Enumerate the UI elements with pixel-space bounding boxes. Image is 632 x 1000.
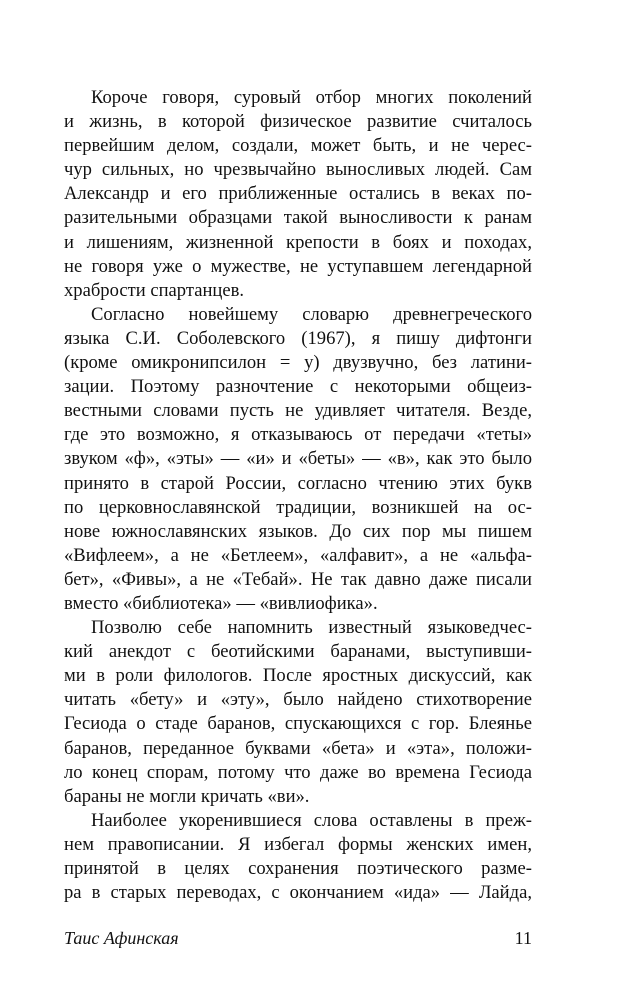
text-line: Гесиода о стаде баранов, спускающихся с гор. Блеянье bbox=[64, 713, 532, 735]
text-line: вместо «библиотека» — «вивлиофика». bbox=[64, 592, 378, 614]
body-text bbox=[64, 86, 532, 905]
text-line: кий анекдот с беотийскими баранами, выступивши- bbox=[64, 641, 532, 663]
text-line: ра в старых переводах, с окончанием «ида» — Лайда, bbox=[64, 882, 532, 904]
text-line: и лишениям, жизненной крепости в боях и походах, bbox=[64, 231, 532, 253]
text-line: Александр и его приближенные остались в веках по- bbox=[64, 183, 532, 205]
text-line: бет», «Фивы», а не «Тебай». Не так давно даже писали bbox=[64, 568, 532, 590]
text-line: читать «бету» и «эту», было найдено стихотворение bbox=[64, 689, 532, 711]
text-line: принятой в целях сохранения поэтического разме- bbox=[64, 858, 532, 879]
text-line: ло конец спорам, потому что даже во времена Гесиода bbox=[64, 761, 532, 783]
text-line: (кроме омикронипсилон = у) двузвучно, без латини- bbox=[64, 352, 532, 374]
text-line: звуком «ф», «эты» — «и» и «беты» — «в», как это было bbox=[64, 448, 532, 470]
text-line: где это возможно, я отказываюсь от передачи «теты» bbox=[64, 424, 532, 446]
text-line: разительными образцами такой выносливости к ранам bbox=[64, 207, 532, 229]
text-line: Согласно новейшему словарю древнегреческого bbox=[91, 303, 532, 325]
text-line: вестными словами пусть не удивляет читателя. Везде, bbox=[64, 400, 532, 422]
text-line: нове южнославянских языков. До сих пор мы пишем bbox=[64, 520, 532, 542]
text-line: зации. Поэтому разночтение с некоторыми общеиз- bbox=[64, 376, 532, 398]
text-line: ми в роли филологов. После яростных дискуссий, как bbox=[64, 665, 532, 687]
text-line: по церковнославянской традиции, возникшей на ос- bbox=[64, 496, 532, 518]
text-line: нем правописании. Я избегал формы женских имен, bbox=[64, 833, 532, 855]
page-number: 11 bbox=[514, 928, 532, 948]
text-line: принято в старой России, согласно чтению этих букв bbox=[64, 472, 532, 494]
text-line: не говоря уже о мужестве, не уступавшем легендарной bbox=[64, 255, 532, 277]
text-line: чур сильных, но чрезвычайно выносливых людей. Сам bbox=[64, 159, 532, 181]
running-title: Таис Афинская bbox=[64, 928, 179, 948]
text-line: «Вифлеем», а не «Бетлеем», «алфавит», а не «альфа- bbox=[64, 544, 532, 566]
text-line: баранов, переданное буквами «бета» и «эта», положи- bbox=[64, 737, 532, 759]
text-line: первейшим делом, создали, может быть, и не черес- bbox=[64, 135, 532, 157]
text-line: Позволю себе напомнить известный языковедчес- bbox=[91, 617, 532, 639]
text-line: Короче говоря, суровый отбор многих поколений bbox=[91, 87, 532, 108]
text-line: бараны не могли кричать «ви». bbox=[64, 785, 310, 807]
text-line: и жизнь, в которой физическое развитие считалось bbox=[64, 111, 532, 133]
text-line: языка С.И. Соболевского (1967), я пишу дифтонги bbox=[64, 327, 532, 349]
text-line: храбрости спартанцев. bbox=[64, 279, 245, 301]
text-line: Наиболее укоренившиеся слова оставлены в преж- bbox=[91, 809, 532, 831]
